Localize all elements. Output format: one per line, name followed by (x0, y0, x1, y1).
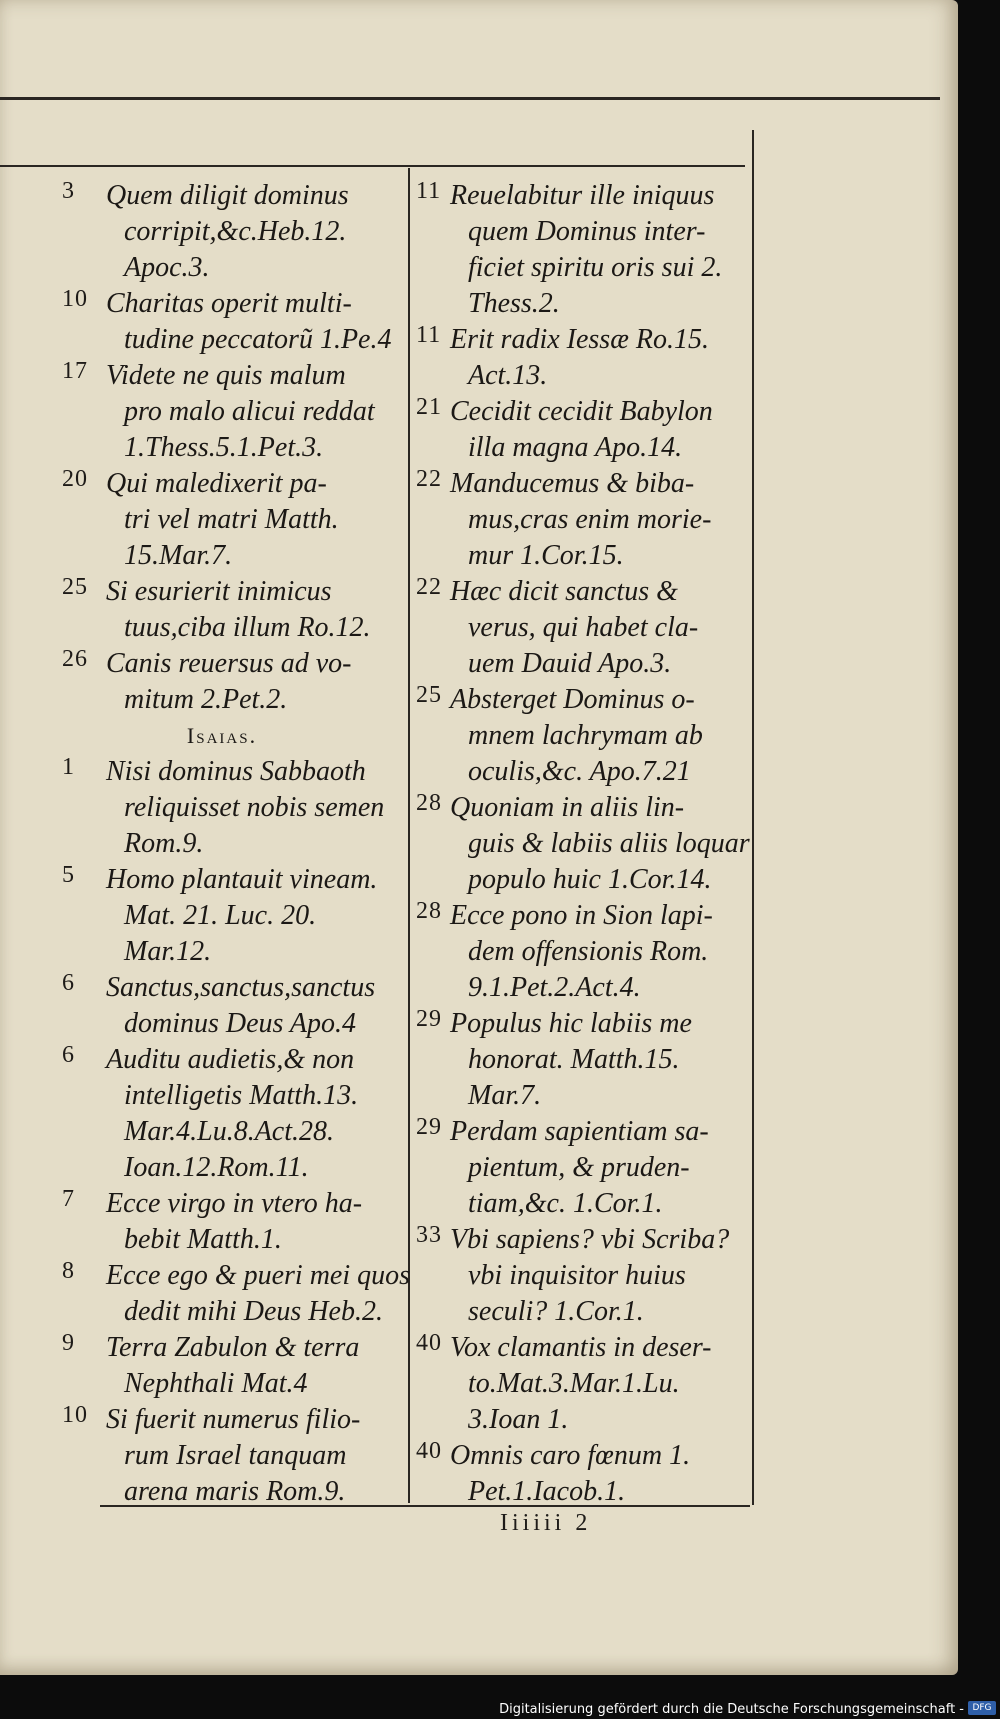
verse-line: Auditu audietis,& non (106, 1044, 355, 1075)
verse-line: mitum 2.Pet.2. (124, 684, 288, 715)
verse-line: Cecidit cecidit Babylon (450, 396, 713, 427)
verse-entry (62, 1042, 462, 1186)
section-heading: Isaias. (186, 723, 258, 748)
verse-entry (416, 1330, 754, 1438)
verse-line: dem offensionis Rom. (468, 936, 709, 967)
verse-line: Ioan.12.Rom.11. (124, 1152, 309, 1183)
verse-line: vbi inquisitor huius (468, 1260, 686, 1291)
verse-entry (62, 466, 462, 574)
verse-number: 21 (416, 394, 442, 420)
verse-line: tuus,ciba illum Ro.12. (124, 612, 371, 643)
signature-mark: Iiiiii 2 (500, 1510, 592, 1536)
verse-line: mur 1.Cor.15. (468, 540, 624, 571)
verse-line: Homo plantauit vineam. (106, 864, 378, 895)
verse-number: 28 (416, 898, 442, 924)
verse-number: 26 (62, 646, 88, 672)
verse-line: Vox clamantis in deser- (450, 1332, 712, 1363)
verse-line: Ecce ego & pueri mei quos (106, 1260, 411, 1291)
verse-line: 1.Thess.5.1.Pet.3. (124, 432, 324, 463)
verse-number: 40 (416, 1438, 442, 1464)
verse-number: 3 (62, 178, 75, 204)
verse-entry (62, 574, 462, 646)
verse-line: reliquisset nobis semen (124, 792, 385, 823)
verse-line: Terra Zabulon & terra (106, 1332, 360, 1363)
verse-line: Manducemus & biba- (450, 468, 695, 499)
verse-line: dominus Deus Apo.4 (124, 1008, 357, 1039)
verse-line: bebit Matth.1. (124, 1224, 282, 1255)
verse-line: to.Mat.3.Mar.1.Lu. (468, 1368, 680, 1399)
verse-entry (416, 574, 754, 682)
verse-entry (416, 394, 754, 466)
right-column (416, 178, 754, 1510)
verse-line: mus,cras enim morie- (468, 504, 712, 535)
verse-number: 22 (416, 466, 442, 492)
verse-line: Omnis caro fœnum 1. (450, 1440, 691, 1471)
verse-number: 20 (62, 466, 88, 492)
verse-line: Pet.1.Iacob.1. (468, 1476, 626, 1507)
verse-number: 9 (62, 1330, 75, 1356)
verse-number: 6 (62, 970, 75, 996)
verse-line: tri vel matri Matth. (124, 504, 339, 535)
verse-entry (62, 286, 462, 358)
verse-number: 29 (416, 1006, 442, 1032)
verse-entry (416, 682, 754, 790)
left-column (62, 178, 462, 1510)
verse-line: verus, qui habet cla- (468, 612, 699, 643)
verse-line: Quoniam in aliis lin- (450, 792, 685, 823)
verse-entry (416, 322, 754, 394)
verse-line: Mat. 21. Luc. 20. (124, 900, 317, 931)
verse-line: ficiet spiritu oris sui 2. (468, 252, 723, 283)
verse-entry (62, 1186, 462, 1258)
verse-line: intelligetis Matth.13. (124, 1080, 359, 1111)
verse-entry (62, 862, 462, 970)
verse-number: 17 (62, 358, 88, 384)
verse-number: 6 (62, 1042, 75, 1068)
verse-line: Si esurierit inimicus (106, 576, 332, 607)
verse-line: seculi? 1.Cor.1. (468, 1296, 644, 1327)
verse-number: 22 (416, 574, 442, 600)
verse-line: Mar.4.Lu.8.Act.28. (124, 1116, 334, 1147)
verse-line: Rom.9. (124, 828, 204, 859)
verse-line: tiam,&c. 1.Cor.1. (468, 1188, 663, 1219)
verse-line: Ecce virgo in vtero ha- (106, 1188, 363, 1219)
verse-line: Nephthali Mat.4 (124, 1368, 308, 1399)
verse-line: Canis reuersus ad vo- (106, 648, 352, 679)
verse-line: Act.13. (468, 360, 548, 391)
verse-line: dedit mihi Deus Heb.2. (124, 1296, 383, 1327)
verse-entry (62, 358, 462, 466)
verse-number: 10 (62, 286, 88, 312)
verse-line: Populus hic labiis me (450, 1008, 692, 1039)
verse-entry (62, 1402, 462, 1510)
verse-entry (62, 1258, 462, 1330)
verse-line: Thess.2. (468, 288, 560, 319)
verse-entry (62, 646, 462, 718)
verse-line: 3.Ioan 1. (468, 1404, 569, 1435)
verse-entry (416, 1438, 754, 1510)
verse-line: Mar.12. (124, 936, 212, 967)
dfg-logo: DFG (968, 1701, 996, 1715)
verse-line: 15.Mar.7. (124, 540, 233, 571)
verse-line: Absterget Dominus o- (450, 684, 695, 715)
verse-number: 40 (416, 1330, 442, 1356)
verse-line: Reuelabitur ille iniquus (450, 180, 715, 211)
verse-number: 11 (416, 322, 442, 348)
verse-entry (416, 1006, 754, 1114)
verse-number: 1 (62, 754, 75, 780)
verse-entry (62, 754, 462, 862)
verse-line: Charitas operit multi- (106, 288, 352, 319)
verse-number: 28 (416, 790, 442, 816)
verse-entry (62, 970, 462, 1042)
verse-line: Si fuerit numerus filio- (106, 1404, 361, 1435)
verse-line: Quem diligit dominus (106, 180, 349, 211)
top-rule (0, 97, 940, 100)
verse-entry (416, 1114, 754, 1222)
verse-number: 10 (62, 1402, 88, 1428)
verse-entry (416, 1222, 754, 1330)
verse-line: honorat. Matth.15. (468, 1044, 680, 1075)
header-rule (0, 165, 745, 167)
verse-line: rum Israel tanquam (124, 1440, 347, 1471)
verse-line: illa magna Apo.14. (468, 432, 683, 463)
verse-number: 25 (62, 574, 88, 600)
verse-number: 25 (416, 682, 442, 708)
verse-line: Apoc.3. (124, 252, 210, 283)
verse-entry (416, 178, 754, 322)
verse-line: pro malo alicui reddat (124, 396, 375, 427)
verse-line: tudine peccatorũ 1.Pe.4 (124, 324, 392, 355)
verse-entry (416, 466, 754, 574)
verse-line: oculis,&c. Apo.7.21 (468, 756, 691, 787)
verse-line: Sanctus,sanctus,sanctus (106, 972, 376, 1003)
verse-line: Vbi sapiens? vbi Scriba? (450, 1224, 730, 1255)
verse-line: uem Dauid Apo.3. (468, 648, 672, 679)
verse-entry (62, 178, 462, 286)
verse-line: Perdam sapientiam sa- (450, 1116, 709, 1147)
verse-number: 5 (62, 862, 75, 888)
verse-line: guis & labiis aliis loquar (468, 828, 750, 859)
verse-entry (416, 790, 754, 898)
verse-line: populo huic 1.Cor.14. (468, 864, 712, 895)
verse-line: Erit radix Iessæ Ro.15. (450, 324, 709, 355)
verse-line: Mar.7. (468, 1080, 542, 1111)
verse-number: 29 (416, 1114, 442, 1140)
verse-line: Nisi dominus Sabbaoth (106, 756, 366, 787)
verse-entry (62, 1330, 462, 1402)
verse-line: Ecce pono in Sion lapi- (450, 900, 713, 931)
verse-line: pientum, & pruden- (468, 1152, 690, 1183)
verse-line: mnem lachrymam ab (468, 720, 703, 751)
caption-text: Digitalisierung gefördert durch die Deutsche Forschungsgemeinschaft - (499, 1702, 964, 1717)
verse-number: 7 (62, 1186, 75, 1212)
verse-number: 33 (416, 1222, 442, 1248)
verse-line: corripit,&c.Heb.12. (124, 216, 347, 247)
digitization-caption (0, 1697, 1000, 1717)
verse-line: quem Dominus inter- (468, 216, 706, 247)
verse-line: arena maris Rom.9. (124, 1476, 346, 1507)
verse-line: 9.1.Pet.2.Act.4. (468, 972, 641, 1003)
verse-number: 8 (62, 1258, 75, 1284)
verse-line: Videte ne quis malum (106, 360, 346, 391)
verse-line: Qui maledixerit pa- (106, 468, 327, 499)
verse-number: 11 (416, 178, 442, 204)
verse-entry (416, 898, 754, 1006)
verse-line: Hæc dicit sanctus & (450, 576, 678, 607)
